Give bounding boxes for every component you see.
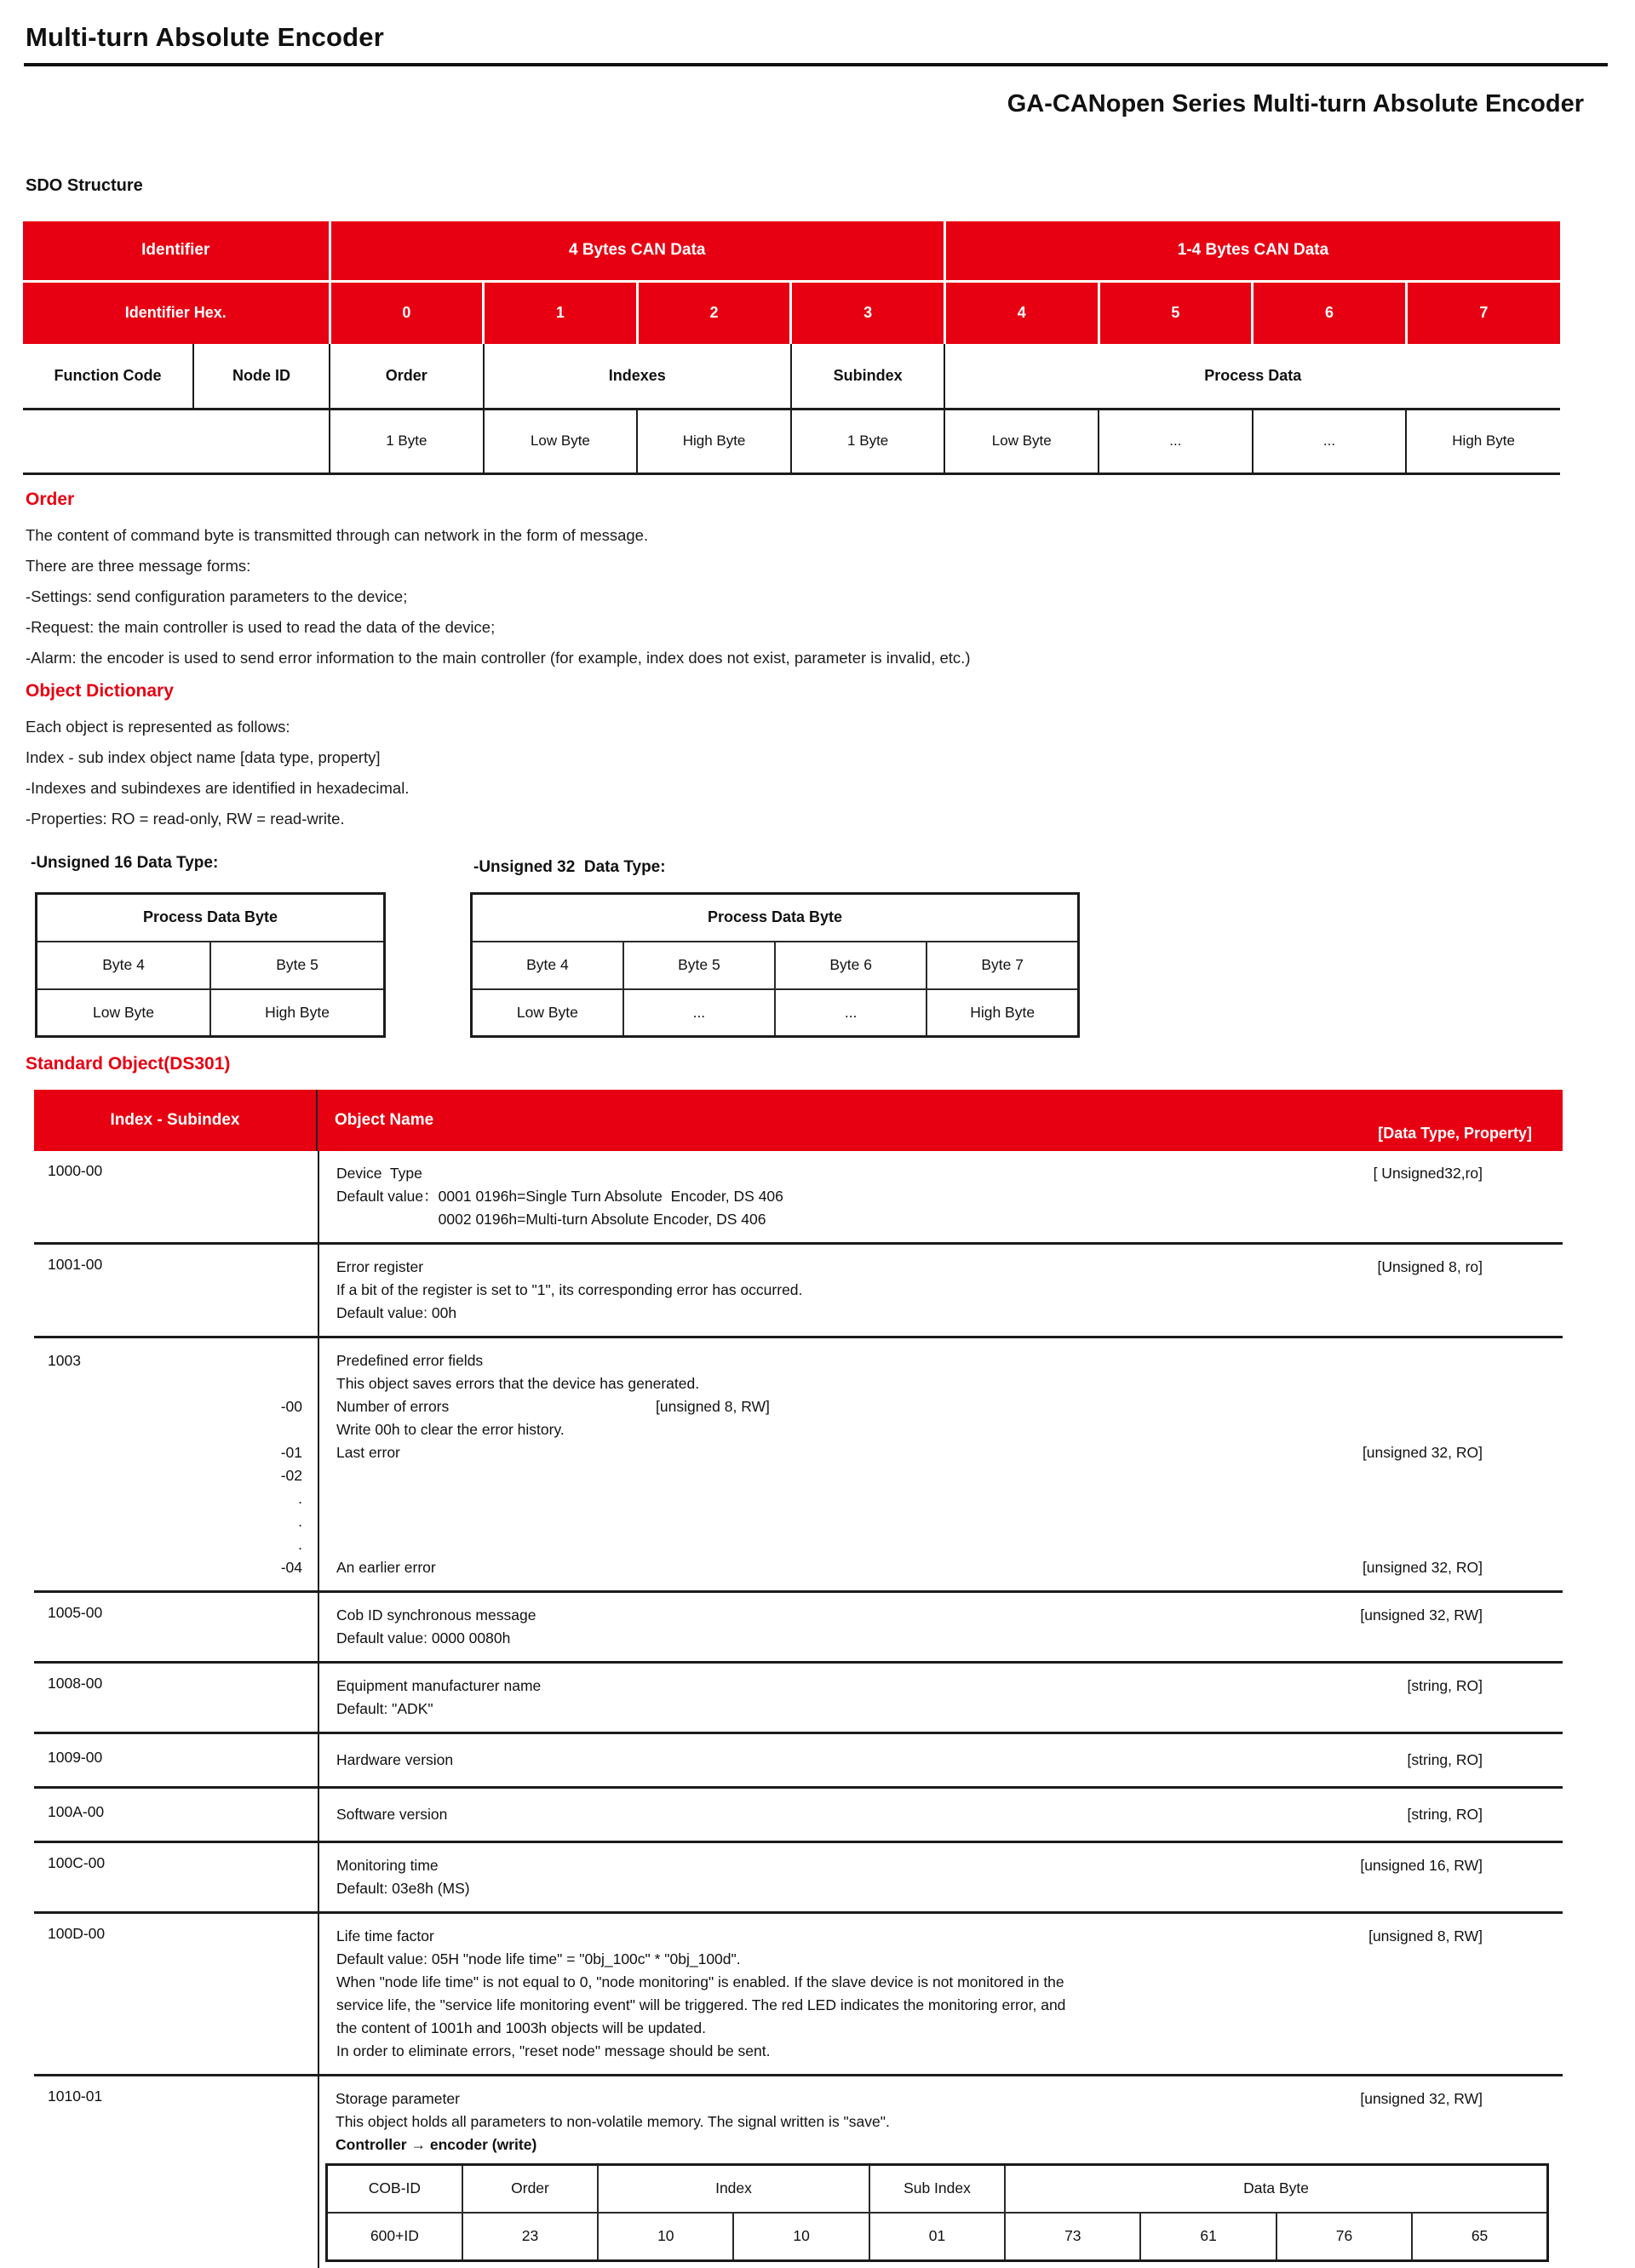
inner-value: 65 [1412,2213,1547,2261]
header-object-name: Object Name [335,1111,434,1129]
od-line: -Indexes and subindexes are identified in hexadecimal. [26,779,410,797]
table-row-1008-00 [34,1661,1563,1732]
object-index: 1000-00 [48,1162,103,1179]
table-row-1003 [34,1336,1563,1590]
sdo-byte-6: 6 [1253,281,1407,344]
object-desc: Default: "ADK" [336,1700,433,1717]
sdo-cell: High Byte [1406,409,1560,473]
inner-value: 61 [1140,2213,1276,2261]
object-subindex: -01 [280,1444,302,1461]
sdo-empty-cell [23,409,330,473]
sdo-structure-table [23,221,1560,475]
storage-command-table [325,2163,1549,2262]
object-subindex: -00 [280,1398,302,1415]
u32-header: Process Data Byte [472,894,1079,942]
object-desc: If a bit of the register is set to "1", its corresponding error has occurred. [336,1281,803,1298]
object-subindex: -04 [280,1559,302,1576]
object-name: Equipment manufacturer name [336,1677,542,1694]
od-line: Each object is represented as follows: [26,718,290,736]
unsigned16-label: -Unsigned 16 Data Type: [31,854,219,872]
u32-cell: Byte 7 [926,942,1078,989]
object-dictionary-paragraph [26,712,409,834]
table-row-1005-00 [34,1590,1563,1661]
unsigned32-label: -Unsigned 32 Data Type: [473,858,666,876]
title-rule [24,63,1608,66]
sdo-function-code: Function Code [23,344,193,409]
standard-object-heading: Standard Object(DS301) [26,1054,231,1074]
inner-header-subindex: Sub Index [869,2165,1005,2213]
header-index-subindex: Index - Subindex [34,1090,318,1151]
page-title: Multi-turn Absolute Encoder [26,22,385,52]
object-subindex: -02 [280,1467,302,1484]
inner-header-cob-id: COB-ID [327,2165,462,2213]
inner-value: 10 [598,2213,733,2261]
object-index: 100D-00 [48,1925,106,1942]
default-value: 0001 0196h=Single Turn Absolute Encoder, DS 406 [438,1188,783,1205]
object-desc: Write 00h to clear the error history. [336,1421,565,1438]
table-row-1001-00 [34,1242,1563,1336]
sdo-cell: 1 Byte [330,409,484,473]
object-property: [ Unsigned32,ro] [1373,1165,1483,1182]
sdo-cell: Low Byte [484,409,638,473]
subobject-name: Number of errors [336,1398,450,1415]
sdo-byte-2: 2 [637,281,791,344]
object-desc: When "node life time" is not equal to 0, "node monitoring" is enabled. If the slave device is not monitored in the [336,1973,1064,1990]
u32-cell: Byte 4 [472,942,623,989]
sdo-byte-0: 0 [330,281,484,344]
header-data-type-property: [Data Type, Property] [1378,1125,1532,1142]
inner-header-order: Order [462,2165,598,2213]
object-property: [string, RO] [1407,1751,1483,1768]
order-line: There are three message forms: [26,557,251,575]
sdo-cell: Low Byte [944,409,1099,473]
sdo-byte-5: 5 [1099,281,1253,344]
table-row-100C-00 [34,1841,1563,1911]
object-property: [unsigned 32, RW] [1360,2090,1483,2107]
sdo-byte-1: 1 [484,281,638,344]
table-row-1010-01 [34,2074,1563,2268]
object-name: Predefined error fields [336,1352,484,1369]
standard-object-table [34,1090,1563,2268]
object-desc: Default value: 0000 0080h [336,1629,511,1647]
inner-header-index: Index [598,2165,869,2213]
object-name: Cob ID synchronous message [336,1606,536,1624]
controller-encoder-write-label: Controller → encoder (write) [336,2136,537,2153]
table-row-100A-00 [34,1786,1563,1841]
sdo-cell: 1 Byte [791,409,945,473]
order-paragraph [26,520,971,673]
object-desc: Default: 03e8h (MS) [336,1880,470,1897]
object-name: Error register [336,1258,424,1275]
object-name: Software version [336,1806,448,1823]
object-index: 1005-00 [48,1604,103,1621]
object-desc: Default value: 00h [336,1304,457,1321]
u16-cell: Low Byte [37,989,211,1037]
object-desc: In order to eliminate errors, "reset node" message should be sent. [336,2042,771,2059]
unsigned16-table [35,892,386,1038]
subindex-ellipsis-dot: . [298,1536,302,1553]
sdo-identifier-hex-label: Identifier Hex. [23,281,330,344]
page-subtitle: GA-CANopen Series Multi-turn Absolute Encoder [1007,90,1584,117]
default-label: Default value： [336,1188,439,1205]
object-desc: Default value: 05H "node life time" = "0bj_100c" * "0bj_100d". [336,1950,741,1967]
u32-cell: ... [623,989,775,1037]
subobject-property: [unsigned 8, RW] [656,1398,770,1415]
subobject-property: [unsigned 32, RO] [1362,1559,1483,1576]
object-property: [string, RO] [1407,1806,1483,1823]
u32-cell: Low Byte [472,989,623,1037]
sdo-process-data: Process Data [944,344,1560,409]
subobject-name: Last error [336,1444,400,1461]
object-index: 1009-00 [48,1749,103,1766]
inner-value: 01 [869,2213,1005,2261]
object-name: Device Type [336,1165,422,1182]
order-heading: Order [26,490,75,509]
table-row-100D-00 [34,1911,1563,2074]
standard-object-table-header [34,1090,1563,1151]
subobject-property: [unsigned 32, RO] [1362,1444,1483,1461]
object-desc: the content of 1001h and 1003h objects will be updated. [336,2019,706,2036]
object-property: [unsigned 16, RW] [1360,1857,1483,1874]
od-line: -Properties: RO = read-only, RW = read-write. [26,810,345,828]
table-row-1000-00 [34,1151,1563,1242]
sdo-byte-3: 3 [791,281,945,344]
object-name: Life time factor [336,1927,434,1944]
u32-cell: High Byte [926,989,1078,1037]
object-name: Hardware version [336,1751,454,1768]
inner-value: 600+ID [327,2213,462,2261]
sdo-1-4bytes-header: 1-4 Bytes CAN Data [944,221,1560,281]
order-line: -Settings: send configuration parameters to the device; [26,587,408,605]
u16-cell: High Byte [210,989,385,1037]
object-index: 1001-00 [48,1256,103,1273]
inner-header-data-byte: Data Byte [1005,2165,1547,2213]
object-desc: service life, the "service life monitoring event" will be triggered. The red LED indicates the monitoring error, and [336,1996,1066,2013]
inner-value: 23 [462,2213,598,2261]
object-name: Storage parameter [336,2090,460,2107]
default-value: 0002 0196h=Multi-turn Absolute Encoder, DS 406 [438,1211,766,1228]
object-index: 100A-00 [48,1803,105,1820]
u16-cell: Byte 5 [210,942,385,989]
inner-value: 76 [1276,2213,1412,2261]
object-property: [unsigned 8, RW] [1368,1927,1483,1944]
sdo-order: Order [330,344,484,409]
u16-cell: Byte 4 [37,942,211,989]
u16-header: Process Data Byte [37,894,385,942]
sdo-subindex: Subindex [791,344,945,409]
sdo-cell: ... [1099,409,1253,473]
order-line: The content of command byte is transmitted through can network in the form of message. [26,526,649,544]
object-property: [string, RO] [1407,1677,1483,1694]
od-line: Index - sub index object name [data type, property] [26,748,381,766]
inner-value: 10 [733,2213,869,2261]
object-index: 1010-01 [48,2088,103,2105]
table-row-1009-00 [34,1732,1563,1786]
sdo-cell: ... [1253,409,1407,473]
inner-value: 73 [1005,2213,1140,2261]
object-index: 100C-00 [48,1854,106,1871]
u32-cell: ... [775,989,926,1037]
unsigned32-table [470,892,1080,1038]
subobject-name: An earlier error [336,1559,436,1576]
sdo-indexes: Indexes [484,344,791,409]
object-property: [unsigned 32, RW] [1360,1606,1483,1624]
u32-cell: Byte 6 [775,942,926,989]
subindex-ellipsis-dot: . [298,1513,302,1530]
object-desc: This object holds all parameters to non-volatile memory. The signal written is "save". [336,2113,890,2130]
object-property: [Unsigned 8, ro] [1377,1258,1483,1275]
object-dictionary-heading: Object Dictionary [26,681,174,701]
u32-cell: Byte 5 [623,942,775,989]
sdo-byte-4: 4 [944,281,1099,344]
order-line: -Request: the main controller is used to read the data of the device; [26,618,496,636]
sdo-4bytes-header: 4 Bytes CAN Data [330,221,944,281]
subindex-ellipsis-dot: . [298,1490,302,1507]
sdo-cell: High Byte [637,409,791,473]
object-index: 1008-00 [48,1675,103,1692]
object-index: 1003 [48,1352,81,1369]
sdo-identifier-header: Identifier [23,221,330,281]
sdo-structure-label: SDO Structure [26,176,143,195]
order-line: -Alarm: the encoder is used to send error information to the main controller (for example, index does not exist, parameter is invalid, etc.) [26,649,971,667]
sdo-node-id: Node ID [193,344,330,409]
object-desc: This object saves errors that the device has generated. [336,1375,700,1392]
sdo-byte-7: 7 [1406,281,1560,344]
object-name: Monitoring time [336,1857,439,1874]
